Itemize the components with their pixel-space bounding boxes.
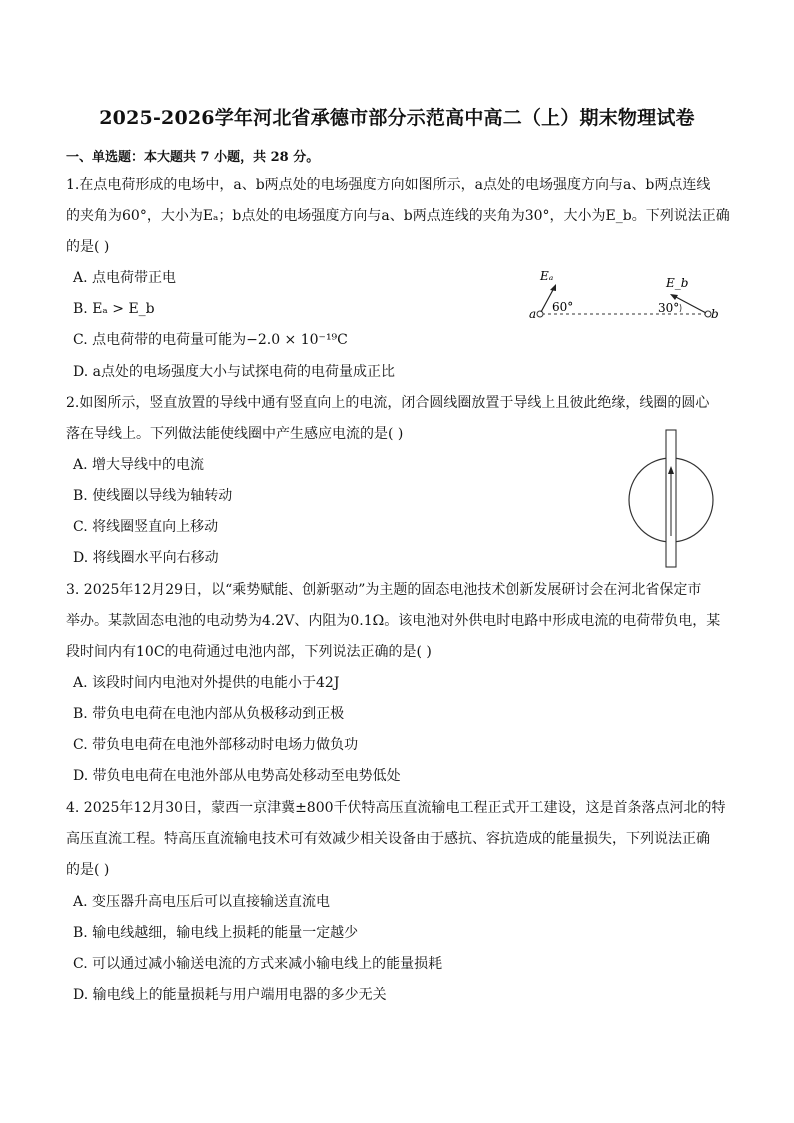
q4-line-2: 高压直流工程。特高压直流输电技术可有效减少相关设备由于感抗、容抗造成的能量损失，下列说法正确 bbox=[66, 831, 710, 847]
q2-option-c: C. 将线圈竖直向上移动 bbox=[73, 519, 219, 535]
q1-line-2: 的夹角为60°，大小为Eₐ；b点处的电场强度方向与a、b两点连线的夹角为30°，大小为E_b。下列说法正确 bbox=[66, 208, 730, 224]
q2-line-2: 落在导线上。下列做法能使线圈中产生感应电流的是( ) bbox=[66, 426, 404, 442]
q3-option-b: B. 带负电电荷在电池内部从负极移动到正极 bbox=[73, 706, 345, 722]
q1-line-1: 1.在点电荷形成的电场中，a、b两点处的电场强度方向如图所示，a点处的电场强度方向与a、b两点连线 bbox=[66, 177, 711, 193]
q4-line-3: 的是( ) bbox=[66, 862, 110, 878]
q1-option-a: A. 点电荷带正电 bbox=[73, 270, 177, 286]
q4-line-1: 4. 2025年12月30日，蒙西一京津冀±800千伏特高压直流输电工程正式开工建设，这是首条落点河北的特 bbox=[66, 800, 726, 816]
q3-line-3: 段时间内有10C的电荷通过电池内部，下列说法正确的是( ) bbox=[66, 644, 432, 660]
q3-line-1: 3. 2025年12月29日，以“乘势赋能、创新驱动”为主题的固态电池技术创新发展研讨会在河北省保定市 bbox=[66, 582, 702, 598]
q4-option-c: C. 可以通过减小输送电流的方式来减小输电线上的能量损耗 bbox=[73, 956, 443, 972]
q2-option-a: A. 增大导线中的电流 bbox=[73, 457, 205, 473]
q4-option-d: D. 输电线上的能量损耗与用户端用电器的多少无关 bbox=[73, 987, 387, 1003]
angle-b-label: 30° bbox=[658, 301, 680, 315]
q3-line-2: 举办。某款固态电池的电动势为4.2V、内阻为0.1Ω。该电池对外供电时电路中形成电流的电荷带负电，某 bbox=[66, 613, 721, 629]
angle-b-arc bbox=[680, 304, 681, 312]
q1-field-figure bbox=[520, 262, 720, 328]
q2-option-d: D. 将线圈水平向右移动 bbox=[73, 550, 219, 566]
label-b: b bbox=[711, 307, 719, 321]
q1-option-b: B. Eₐ > E_b bbox=[73, 301, 155, 317]
exam-title: 2025-2026学年河北省承德市部分示范高中高二（上）期末物理试卷 bbox=[99, 107, 695, 129]
angle-a-label: 60° bbox=[552, 300, 574, 314]
q4-option-a: A. 变压器升高电压后可以直接输送直流电 bbox=[73, 894, 331, 910]
q1-option-c: C. 点电荷带的电荷量可能为−2.0 × 10⁻¹⁹C bbox=[73, 332, 348, 348]
q2-line-1: 2.如图所示，竖直放置的导线中通有竖直向上的电流，闭合圆线圈放置于导线上且彼此绝缘，线圈的圆心 bbox=[66, 395, 710, 411]
q2-option-b: B. 使线圈以导线为轴转动 bbox=[73, 488, 233, 504]
label-ea: Eₐ bbox=[540, 269, 554, 283]
ea-arrowhead bbox=[550, 284, 556, 291]
q1-option-d: D. a点处的电场强度大小与试探电荷的电荷量成正比 bbox=[73, 364, 395, 380]
section-heading: 一、单选题：本大题共 7 小题，共 28 分。 bbox=[66, 150, 320, 165]
point-a bbox=[537, 311, 543, 317]
eb-arrowhead bbox=[670, 294, 678, 300]
q3-option-c: C. 带负电电荷在电池外部移动时电场力做负功 bbox=[73, 737, 359, 753]
label-a: a bbox=[529, 307, 537, 321]
q1-line-3: 的是( ) bbox=[66, 239, 110, 255]
q2-coil-figure bbox=[625, 428, 720, 570]
label-eb: E_b bbox=[666, 276, 689, 290]
q3-option-a: A. 该段时间内电池对外提供的电能小于42J bbox=[73, 675, 340, 691]
q3-option-d: D. 带负电电荷在电池外部从电势高处移动至电势低处 bbox=[73, 768, 401, 784]
q4-option-b: B. 输电线越细，输电线上损耗的能量一定越少 bbox=[73, 925, 359, 941]
